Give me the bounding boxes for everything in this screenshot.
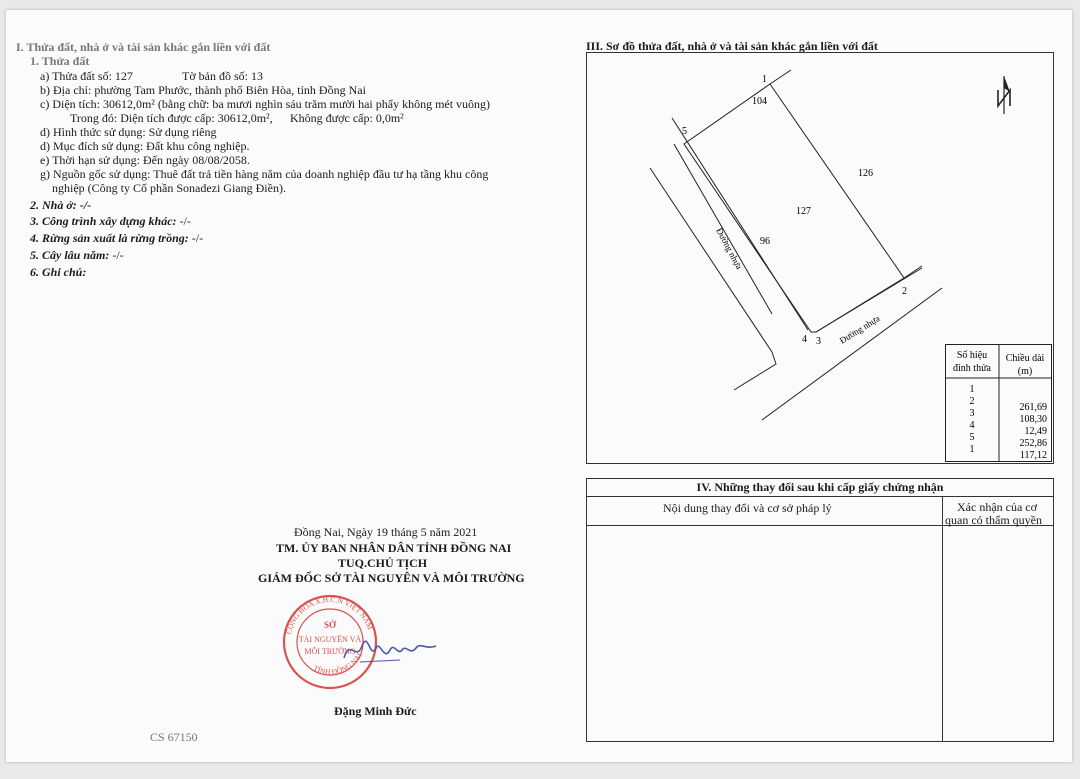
boundary-line (904, 266, 922, 278)
road-label-bottom: Đường nhựa (837, 313, 882, 346)
perennial-value: -/- (109, 248, 124, 262)
section-1-heading: I. Thửa đất, nhà ở và tài sản khác gắn liền với đất (16, 40, 271, 54)
changes-table (586, 478, 1054, 742)
serial-number: CS 67150 (150, 730, 198, 744)
usage-form: d) Hình thức sử dụng: Sử dụng riêng (40, 125, 217, 139)
table-cell-length: 252,86 (1019, 438, 1047, 449)
table-divider (587, 496, 1053, 497)
plot-number: a) Thửa đất số: 127 (40, 69, 133, 83)
vertex-1-label: 1 (762, 74, 767, 85)
usage-term: e) Thời hạn sử dụng: Đến ngày 08/08/2058. (40, 153, 250, 167)
land-plot-heading: 1. Thửa đất (30, 54, 90, 68)
table-cell-vertex: 4 (969, 420, 975, 431)
table-head-vertex-l2: đỉnh thửa (953, 363, 991, 374)
stamp-line-1: SỞ (323, 620, 337, 630)
table-cell-vertex: 1 (969, 384, 975, 395)
house-item: 2. Nhà ở: -/- (30, 198, 92, 212)
vertex-4-label: 4 (802, 334, 807, 345)
sign-date: Đồng Nai, Ngày 19 tháng 5 năm 2021 (294, 525, 478, 539)
signer-name: Đặng Minh Đức (334, 704, 417, 718)
sign-org-1: TM. ỦY BAN NHÂN DÂN TỈNH ĐỒNG NAI (276, 541, 512, 555)
north-arrow-icon (998, 76, 1010, 114)
sign-org-2: TUQ.CHỦ TỊCH (338, 556, 428, 570)
table-head-vertex-l1: Số hiệu (956, 350, 988, 361)
sign-org-3: GIÁM ĐỐC SỞ TÀI NGUYÊN VÀ MÔI TRƯỜNG (258, 571, 525, 585)
section-3-title: III. Sơ đồ thửa đất, nhà ở và tài sản khác gắn liền với đất (586, 39, 878, 53)
stamp-line-3: MÔI TRƯỜNG (304, 647, 356, 656)
stamp-bottom-text: TỈNH ĐỒNG NAI (312, 651, 364, 677)
construction-value: -/- (176, 214, 191, 228)
table-cell-length: 261,69 (1019, 402, 1047, 413)
neighbor-126-label: 126 (858, 168, 873, 179)
table-cell-vertex: 2 (969, 396, 975, 407)
notes-item: 6. Ghi chú: (30, 265, 87, 279)
address: b) Địa chỉ: phường Tam Phước, thành phố Biên Hòa, tỉnh Đồng Nai (40, 83, 366, 97)
construction-label: 3. Công trình xây dựng khác: (30, 214, 177, 228)
parcel-number-label: 127 (796, 206, 811, 217)
table-head-length-l1: Chiều dài (1005, 353, 1045, 364)
parcel-outline (684, 84, 904, 332)
table-cell-length: 12,49 (1024, 426, 1047, 437)
section-4-title: IV. Những thay đổi sau khi cấp giấy chứng nhận (696, 480, 944, 494)
usage-origin-cont: nghiệp (Công ty Cổ phần Sonadezi Giang Điền). (52, 181, 286, 195)
vertex-3-label: 3 (816, 336, 821, 347)
road-edge (672, 118, 808, 330)
table-head-length-l2: (m) (1017, 366, 1033, 377)
stamp-ring-text: CỘNG HÒA X.H.C.N VIỆT NAM (283, 594, 375, 636)
table-cell-vertex: 5 (969, 432, 975, 443)
table-head-vertex (957, 350, 987, 361)
usage-origin: g) Nguồn gốc sử dụng: Thuê đất trả tiền hàng năm của doanh nghiệp đầu tư hạ tầng khu công (40, 167, 489, 181)
road-edge (650, 168, 772, 352)
neighbor-96-label: 96 (760, 236, 770, 247)
table-cell-length: 117,12 (1019, 450, 1047, 461)
col-change-content: Nội dung thay đổi và cơ sở pháp lý (663, 501, 832, 515)
boundary-line (770, 70, 791, 84)
vertex-5-label: 5 (682, 126, 687, 137)
usage-purpose: d) Mục đích sử dụng: Đất khu công nghiệp. (40, 139, 250, 153)
table-cell-vertex: 3 (969, 408, 975, 419)
area: c) Diện tích: 30612,0m² (bằng chữ: ba mươi nghìn sáu trăm mười hai phẩy không mét vuông) (40, 97, 491, 111)
handwritten-signature (340, 632, 440, 668)
area-granted: Trong đó: Diện tích được cấp: 30612,0m², (70, 111, 273, 125)
col-confirmation-l1: Xác nhận của cơ (957, 500, 1037, 514)
map-sheet-number: Tờ bản đồ số: 13 (182, 69, 264, 83)
forest-label: 4. Rừng sản xuất là rừng trồng: (30, 231, 189, 245)
construction-item (30, 214, 191, 228)
road-edge (734, 352, 776, 390)
area-not-granted: Không được cấp: 0,0m² (290, 111, 404, 125)
vertex-2-label: 2 (902, 286, 907, 297)
forest-value: -/- (188, 231, 204, 245)
neighbor-104-label: 104 (752, 96, 767, 107)
table-column-divider (942, 496, 943, 741)
col-confirmation-l2: quan có thẩm quyền (945, 513, 1042, 527)
perennial-item (30, 248, 124, 262)
forest-item (30, 231, 203, 245)
stamp-line-2: TÀI NGUYÊN VÀ (298, 635, 362, 644)
road-label-left: Đường nhựa (714, 226, 745, 271)
vertex-table (945, 344, 1052, 462)
perennial-label: 5. Cây lâu năm: (30, 248, 110, 262)
table-cell-vertex: 1 (969, 444, 975, 455)
table-cell-length: 108,30 (1019, 414, 1047, 425)
road-edge (762, 288, 942, 420)
